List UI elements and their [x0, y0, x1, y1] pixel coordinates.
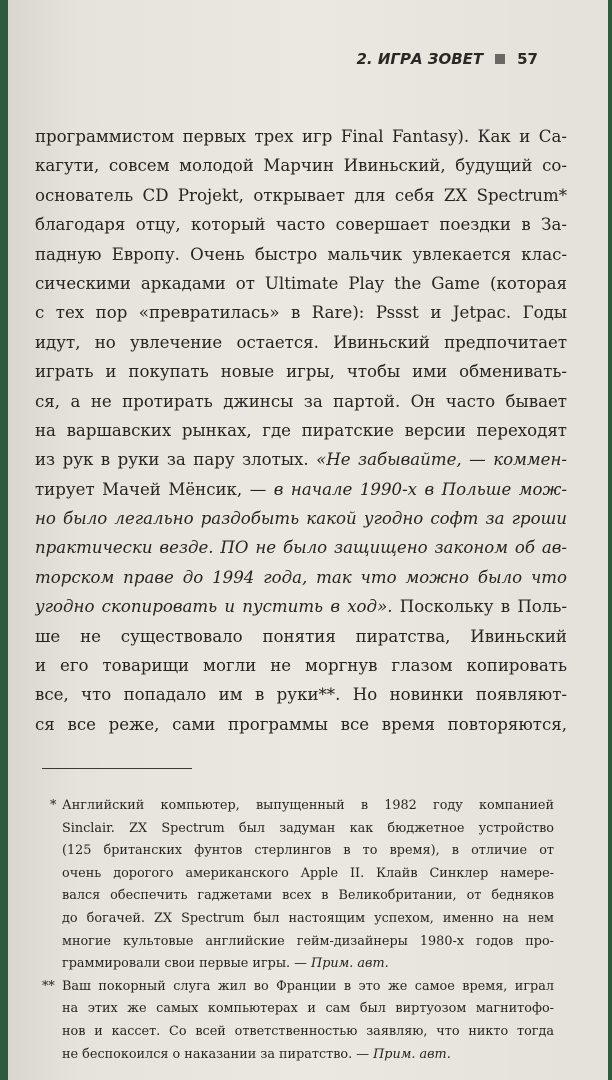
chapter-title: 2. ИГРА ЗОВЕТ: [356, 50, 484, 68]
text-line: [35, 445, 567, 474]
text-segment: не беспокоился о наказании за пиратство. —: [62, 1046, 374, 1062]
footnote-line: Ваш покорный слуга жил во Франции в это же самое время, играл: [62, 978, 554, 994]
note-attribution: Прим. авт.: [373, 1046, 451, 1062]
text-line: основатель CD Projekt, открывает для себя ZX Spectrum*: [35, 185, 567, 205]
text-line: падную Европу. Очень быстро мальчик увлекается клас-: [35, 244, 567, 264]
footnote-line: на этих же самых компьютерах и сам был виртуозом магнитофо-: [62, 1001, 554, 1017]
text-line: благодаря отцу, который часто совершает поездки в За-: [35, 215, 567, 235]
main-text: [35, 122, 567, 739]
quote-segment: но было легально раздобыть какой угодно софт за гроши: [35, 509, 567, 529]
quote-segment: торском праве до 1994 года, так что можно было что: [35, 567, 567, 587]
footnote-marker: *: [50, 798, 57, 813]
text-line: сическими аркадами от Ultimate Play the Game (которая: [35, 273, 567, 293]
footnote-line: нов и кассет. Со всей ответственностью заявляю, что никто тогда: [62, 1023, 554, 1039]
text-line: кагути, совсем молодой Марчин Ивиньский, будущий со-: [35, 156, 567, 176]
text-line: на варшавских рынках, где пиратские версии переходят: [35, 420, 567, 440]
text-line: все, что попадало им в руки**. Но новинки появляют-: [35, 685, 567, 705]
square-separator-icon: [495, 54, 505, 64]
footnote-line: до богачей. ZX Spectrum был настоящим успехом, именно на нем: [62, 910, 554, 926]
footnote-line: очень дорогого американского Apple II. Клайв Синклер намере-: [62, 865, 554, 881]
quote-segment: в начале 1990-х в Польше мож-: [273, 479, 567, 499]
text-line: ся, а не протирать джинсы за партой. Он часто бывает: [35, 391, 567, 411]
text-line: и его товарищи могли не моргнув глазом копировать: [35, 656, 567, 676]
book-page: [8, 0, 608, 1080]
quote-segment: угодно скопировать и пустить в ход».: [35, 597, 400, 617]
text-line: играть и покупать новые игры, чтобы ими обменивать-: [35, 362, 567, 382]
text-line: [35, 504, 567, 533]
footnote-line: Sinclair. ZX Spectrum был задуман как бюджетное устройство: [62, 820, 554, 836]
text-line: ше не существовало понятия пиратства, Ивиньский: [35, 626, 567, 646]
text-line: [35, 592, 567, 621]
footnote-line: вался обеспечить гаджетами всех в Великобритании, от бедняков: [62, 888, 554, 904]
text-segment: тирует Мачей Мёнсик, —: [35, 479, 274, 499]
footnote-line: многие культовые английские гейм-дизайнеры 1980-х годов про-: [62, 933, 554, 949]
footnote-line: Английский компьютер, выпущенный в 1982 году компанией: [62, 798, 554, 813]
text-line: программистом первых трех игр Final Fantasy). Как и Са-: [35, 127, 567, 146]
quote-segment: «Не забывайте, — коммен-: [316, 450, 567, 470]
text-segment: из рук в руки за пару злотых.: [35, 450, 317, 470]
text-line: с тех пор «превратилась» в Rare): Pssst и Jetpac. Годы: [35, 303, 567, 323]
footnote-line: (125 британских фунтов стерлингов в то время), в отличие от: [62, 843, 554, 859]
footnote-line: [62, 1044, 554, 1067]
footnote-marker: **: [42, 979, 55, 994]
footnote-line: [62, 953, 554, 976]
footnote-divider: [42, 768, 192, 769]
running-header: [357, 50, 539, 68]
text-line: ся все реже, сами программы все время повторяются,: [35, 714, 567, 734]
text-line: [35, 475, 567, 504]
text-line: [35, 563, 567, 592]
note-attribution: Прим. авт.: [311, 956, 389, 972]
text-line: [35, 533, 567, 562]
text-line: идут, но увлечение остается. Ивиньский предпочитает: [35, 332, 567, 352]
footnotes: [42, 795, 554, 1066]
text-segment: граммировали свои первые игры. —: [62, 956, 312, 972]
quote-segment: практически везде. ПО не было защищено законом об ав-: [35, 538, 567, 558]
text-segment: Поскольку в Поль-: [399, 597, 567, 617]
page-number: 57: [517, 50, 538, 68]
